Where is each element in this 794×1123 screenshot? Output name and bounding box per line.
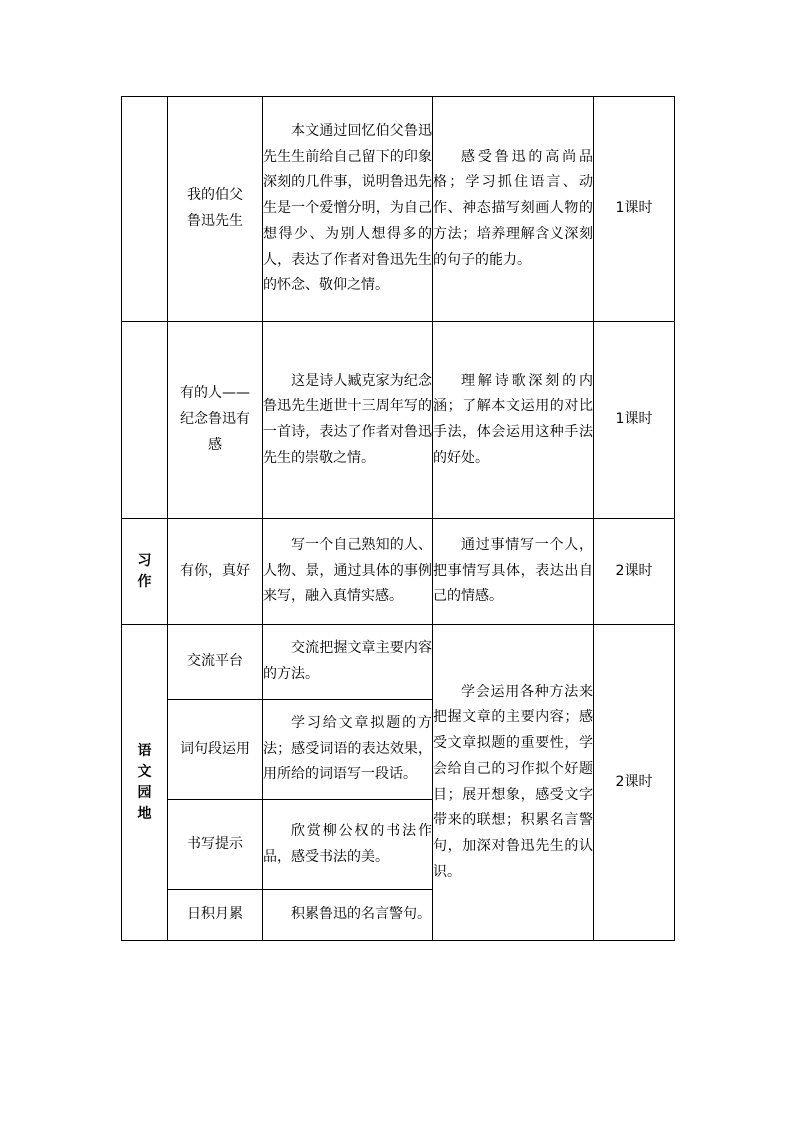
lesson-goal <box>433 322 594 519</box>
goal-text: 通过事情写一个人，把事情写具体，表达出自己的情感。 <box>433 536 593 605</box>
unit-cell <box>122 97 168 322</box>
table-row <box>122 322 675 519</box>
description-text: 本文通过回忆伯父鲁迅先生生前给自己留下的印象深刻的几件事，说明鲁迅先生是一个爱憎分明，为自己想得少、为别人想得多的人，表达了作者对鲁迅先生的怀念、敬仰之情。 <box>263 123 432 294</box>
description-text: 学习给文章拟题的方法；感受词语的表达效果，用所给的词语写一段话。 <box>263 714 432 783</box>
goal-text: 理解诗歌深刻的内涵；了解本文运用的对比手法，体会运用这种手法的好处。 <box>433 372 593 466</box>
lesson-description <box>263 519 433 625</box>
unit-char: 地 <box>137 805 152 822</box>
lesson-title: 词句段运用 <box>168 700 263 800</box>
unit-cell <box>122 519 168 625</box>
lesson-title: 交流平台 <box>168 625 263 700</box>
goal-text: 学会运用各种方法来把握文章的主要内容；感受文章拟题的重要性，学会给自己的习作拟个好题目；展开想象，感受文字带来的联想；积累名言警句，加深对鲁迅先生的认识。 <box>433 683 593 880</box>
lesson-description <box>263 625 433 700</box>
lesson-title-line: 我的伯父 <box>187 187 243 204</box>
unit-char: 语 <box>137 742 152 759</box>
lesson-title-line: 鲁迅先生 <box>187 213 243 229</box>
table-row <box>122 519 675 625</box>
unit-cell <box>122 322 168 519</box>
lesson-hours: 2课时 <box>594 519 675 625</box>
table-row <box>122 625 675 700</box>
description-text: 欣赏柳公权的书法作品，感受书法的美。 <box>263 822 432 865</box>
lesson-title <box>168 322 263 519</box>
lesson-title: 有你，真好 <box>168 519 263 625</box>
lesson-title <box>168 97 263 322</box>
unit-char: 作 <box>137 573 152 590</box>
lesson-goal <box>433 625 594 941</box>
lesson-description <box>263 890 433 941</box>
unit-char: 园 <box>137 784 152 801</box>
unit-char: 习 <box>137 552 152 569</box>
table-row <box>122 97 675 322</box>
lesson-description <box>263 800 433 890</box>
lesson-title-line: 感 <box>208 436 222 453</box>
description-text: 这是诗人臧克家为纪念鲁迅先生逝世十三周年写的一首诗，表达了作者对鲁迅先生的崇敬之情。 <box>263 372 432 466</box>
lesson-title: 书写提示 <box>168 800 263 890</box>
lesson-description <box>263 322 433 519</box>
description-text: 积累鲁迅的名言警句。 <box>291 906 431 923</box>
unit-cell <box>122 625 168 941</box>
lesson-hours: 2课时 <box>594 625 675 941</box>
unit-char: 文 <box>137 763 152 780</box>
lesson-hours: 1课时 <box>594 322 675 519</box>
lesson-title: 日积月累 <box>168 890 263 941</box>
lesson-title-line: 有的人—— <box>180 385 250 402</box>
lesson-plan-table <box>121 96 675 941</box>
description-text: 写一个自己熟知的人、人物、景，通过具体的事例来写，融入真情实感。 <box>263 536 432 605</box>
lesson-hours: 1课时 <box>594 97 675 322</box>
lesson-title-line: 纪念鲁迅有 <box>180 411 250 428</box>
lesson-goal <box>433 97 594 322</box>
goal-text: 感受鲁迅的高尚品格；学习抓住语言、动作、神态描写刻画人物的方法；培养理解含义深刻的句子的能力。 <box>433 148 593 268</box>
description-text: 交流把握文章主要内容的方法。 <box>263 640 432 682</box>
lesson-description <box>263 97 433 322</box>
lesson-goal <box>433 519 594 625</box>
lesson-description <box>263 700 433 800</box>
